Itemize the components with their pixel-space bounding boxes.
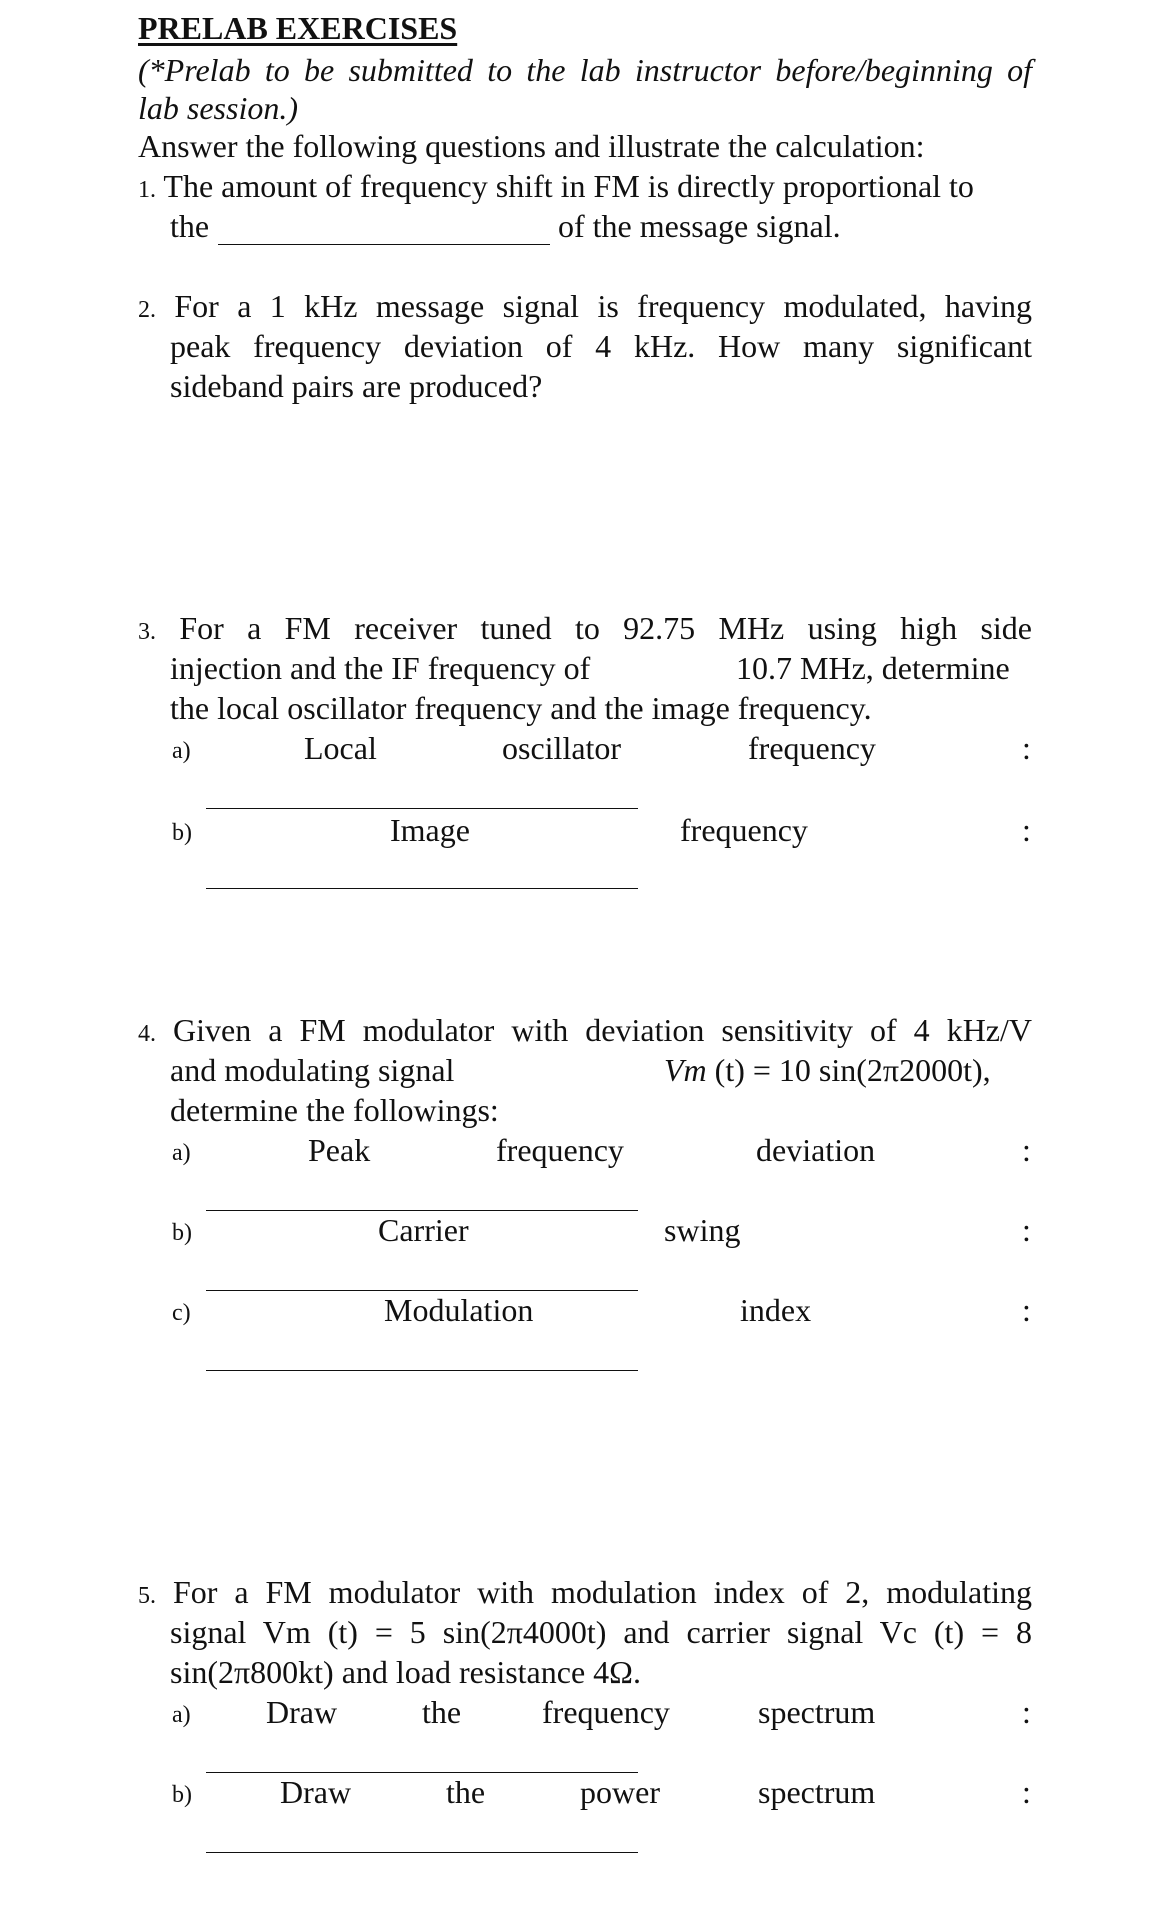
question-4a-label: a) — [172, 1140, 191, 1166]
question-4-line3: determine the followings: — [170, 1092, 499, 1128]
question-3b-answer-line[interactable] — [206, 888, 638, 889]
question-3a-word3: frequency — [748, 730, 876, 766]
question-3b-word2: frequency — [680, 812, 808, 848]
question-3-line2a: injection and the IF frequency of — [170, 650, 591, 686]
question-3-line1: 3. For a FM receiver tuned to 92.75 MHz using high side — [138, 610, 1033, 646]
question-4a-colon: : — [1022, 1132, 1031, 1168]
question-4-line2b: Vm (t) = 10 sin(2π2000t), — [664, 1052, 991, 1088]
question-2-line3: sideband pairs are produced? — [170, 368, 543, 404]
question-5a-word2: the — [422, 1694, 462, 1730]
question-1-before-blank: the — [170, 208, 210, 244]
question-3b-word1: Image — [390, 812, 470, 848]
question-1-answer-line[interactable] — [218, 244, 550, 245]
question-4b-label: b) — [172, 1220, 192, 1246]
question-2-line2: peak frequency deviation of 4 kHz. How many significant — [170, 328, 1032, 364]
question-4b-word1: Carrier — [378, 1212, 469, 1248]
question-4a-word1: Peak — [308, 1132, 371, 1168]
question-4a-word2: frequency — [496, 1132, 624, 1168]
question-5b-word2: the — [446, 1774, 486, 1810]
submission-note-line2: lab session.) — [138, 90, 298, 126]
question-3a-colon: : — [1022, 730, 1031, 766]
question-1-number: 1. — [138, 177, 156, 203]
question-5a-colon: : — [1022, 1694, 1031, 1730]
question-5-line3: sin(2π800kt) and load resistance 4Ω. — [170, 1654, 641, 1690]
question-5-line2: signal Vm (t) = 5 sin(2π4000t) and carrier signal Vc (t) = 8 — [170, 1614, 1032, 1650]
question-5b-colon: : — [1022, 1774, 1031, 1810]
question-3b-label: b) — [172, 820, 192, 846]
question-2-line1: 2. For a 1 kHz message signal is frequency modulated, having — [138, 288, 1032, 324]
page-title: PRELAB EXERCISES — [138, 10, 458, 46]
question-4a-word3: deviation — [756, 1132, 876, 1168]
question-1-text: The amount of frequency shift in FM is directly proportional to — [163, 168, 974, 204]
question-3-line2b: 10.7 MHz, determine — [736, 650, 1010, 686]
question-4c-answer-line[interactable] — [206, 1370, 638, 1371]
question-1 — [138, 166, 974, 210]
question-4-line1: 4. Given a FM modulator with deviation sensitivity of 4 kHz/V — [138, 1012, 1032, 1048]
question-5a-answer-line[interactable] — [206, 1772, 638, 1773]
question-4-number: 4. — [138, 1021, 156, 1047]
question-5a-word4: spectrum — [758, 1694, 876, 1730]
question-4c-colon: : — [1022, 1292, 1031, 1328]
question-4-line2a: and modulating signal — [170, 1052, 455, 1088]
question-4c-word1: Modulation — [384, 1292, 534, 1328]
question-5b-word4: spectrum — [758, 1774, 876, 1810]
question-3a-answer-line[interactable] — [206, 808, 638, 809]
question-5-line1: 5. For a FM modulator with modulation index of 2, modulating — [138, 1574, 1033, 1610]
submission-note-line1: (*Prelab to be submitted to the lab instructor before/beginning of — [138, 52, 1032, 88]
question-5b-word3: power — [580, 1774, 660, 1810]
question-5a-label: a) — [172, 1702, 191, 1728]
question-4b-colon: : — [1022, 1212, 1031, 1248]
question-5a-word1: Draw — [266, 1694, 338, 1730]
question-3-number: 3. — [138, 619, 156, 645]
question-2-number: 2. — [138, 297, 156, 323]
question-5b-word1: Draw — [280, 1774, 352, 1810]
question-3-line3: the local oscillator frequency and the image frequency. — [170, 690, 872, 726]
question-4c-word2: index — [740, 1292, 812, 1328]
question-3a-word1: Local — [304, 730, 377, 766]
question-5b-answer-line[interactable] — [206, 1852, 638, 1853]
question-5b-label: b) — [172, 1782, 192, 1808]
question-3a-word2: oscillator — [502, 730, 622, 766]
question-5a-word3: frequency — [542, 1694, 670, 1730]
question-3b-colon: : — [1022, 812, 1031, 848]
instructions: Answer the following questions and illustrate the calculation: — [138, 128, 925, 164]
question-3a-label: a) — [172, 738, 191, 764]
question-1-after-blank: of the message signal. — [558, 208, 841, 244]
question-5-number: 5. — [138, 1583, 156, 1609]
question-4b-word2: swing — [664, 1212, 741, 1248]
question-4c-label: c) — [172, 1300, 191, 1326]
